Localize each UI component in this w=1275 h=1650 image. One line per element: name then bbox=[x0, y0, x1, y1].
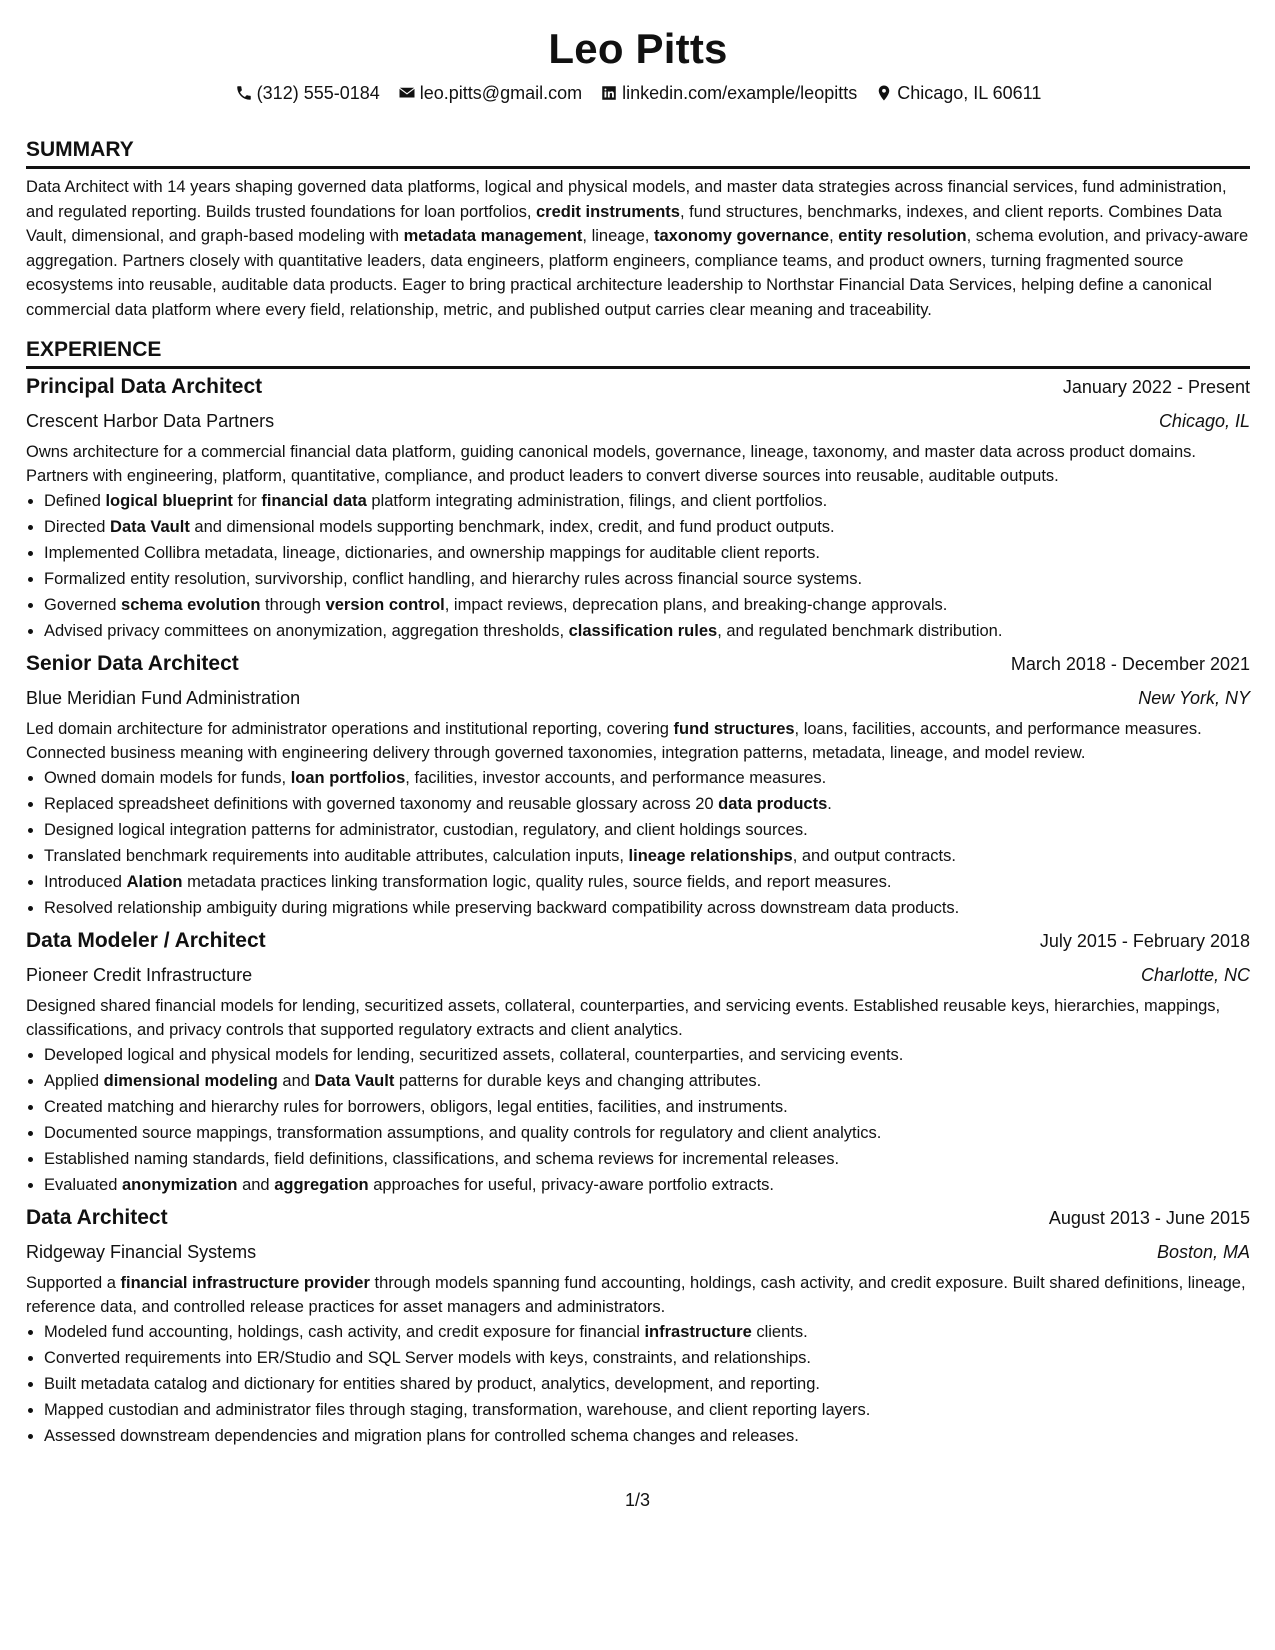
bold-text: Data Vault bbox=[110, 518, 190, 536]
achievement-item bbox=[44, 1042, 1250, 1068]
text-segment: Defined bbox=[44, 492, 106, 510]
text-segment: Created matching and hierarchy rules for borrowers, obligors, legal entities, facilities, and instruments. bbox=[44, 1098, 788, 1116]
text-segment: . bbox=[827, 795, 832, 813]
contact-bar bbox=[26, 80, 1250, 106]
text-segment: Resolved relationship ambiguity during migrations while preserving backward compatibility across downstream data products. bbox=[44, 899, 960, 917]
email-icon bbox=[398, 84, 416, 102]
text-segment: patterns for durable keys and changing attributes. bbox=[394, 1072, 762, 1090]
bold-text: schema evolution bbox=[121, 596, 261, 614]
bold-text: logical blueprint bbox=[105, 492, 233, 510]
summary-heading: SUMMARY bbox=[26, 136, 1250, 169]
achievement-item bbox=[44, 592, 1250, 618]
achievement-item bbox=[44, 1319, 1250, 1345]
location-text: Chicago, IL 60611 bbox=[897, 82, 1042, 103]
text-segment: Led domain architecture for administrator operations and institutional reporting, covering bbox=[26, 720, 674, 738]
achievement-item bbox=[44, 1094, 1250, 1120]
contact-email[interactable] bbox=[398, 83, 582, 104]
text-segment: Implemented Collibra metadata, lineage, dictionaries, and ownership mappings for auditable client reports. bbox=[44, 544, 820, 562]
bold-text: version control bbox=[325, 596, 445, 614]
achievement-item bbox=[44, 488, 1250, 514]
contact-linkedin[interactable] bbox=[600, 83, 857, 104]
text-segment: Designed shared financial models for lending, securitized assets, collateral, counterparties, and servicing events. Established reusable keys, hierarchies, mappings, classifications, and privacy controls that supported regulatory extracts and client analytics. bbox=[26, 997, 1221, 1039]
text-segment: , facilities, investor accounts, and performance measures. bbox=[405, 769, 827, 787]
text-segment: Designed logical integration patterns for administrator, custodian, regulatory, and client holdings sources. bbox=[44, 821, 808, 839]
text-segment: Modeled fund accounting, holdings, cash activity, and credit exposure for financial bbox=[44, 1323, 645, 1341]
text-segment: , and regulated benchmark distribution. bbox=[717, 622, 1003, 640]
job-location: Boston, MA bbox=[1156, 1241, 1250, 1262]
text-segment: approaches for useful, privacy-aware portfolio extracts. bbox=[368, 1176, 774, 1194]
experience-list bbox=[26, 375, 1250, 1449]
text-segment: Applied bbox=[44, 1072, 104, 1090]
achievement-item bbox=[44, 765, 1250, 791]
text-segment: , loans, facilities, accounts, and performance measures. Connected business meaning with engineering delivery through governed taxonomies, integration patterns, metadata, lineage, and model review. bbox=[26, 720, 1202, 762]
achievement-item bbox=[44, 1397, 1250, 1423]
bold-text: financial infrastructure provider bbox=[120, 1274, 370, 1292]
job-location: Charlotte, NC bbox=[1140, 964, 1250, 985]
achievement-item bbox=[44, 1423, 1250, 1449]
job-location: New York, NY bbox=[1138, 687, 1250, 708]
text-segment: , impact reviews, deprecation plans, and breaking-change approvals. bbox=[444, 596, 948, 614]
job-subheader bbox=[26, 960, 1250, 990]
bold-text: dimensional modeling bbox=[103, 1072, 278, 1090]
achievement-item bbox=[44, 566, 1250, 592]
text-segment: , fund structures, benchmarks, indexes, and client reports. Combines Data Vault, dimensional, and graph-based modeling with bbox=[26, 202, 1222, 245]
job-header bbox=[26, 1206, 1250, 1237]
achievement-list bbox=[26, 1042, 1250, 1198]
job-entry bbox=[26, 1206, 1250, 1449]
job-subheader bbox=[26, 406, 1250, 436]
text-segment: clients. bbox=[751, 1323, 808, 1341]
job-title: Principal Data Architect bbox=[26, 375, 263, 398]
text-segment: and dimensional models supporting benchmark, index, credit, and fund product outputs. bbox=[189, 518, 835, 536]
summary-text bbox=[26, 175, 1250, 322]
achievement-list bbox=[26, 765, 1250, 921]
resume-page bbox=[26, 0, 1250, 1449]
text-segment: Owns architecture for a commercial financial data platform, guiding canonical models, governance, lineage, taxonomy, and master data across product domains. Partners with engineering, platform, quantitative, compliance, and product leaders to convert diverse sources into reusable, auditable outputs. bbox=[26, 443, 1196, 485]
text-segment: Supported a bbox=[26, 1274, 121, 1292]
text-segment: Documented source mappings, transformation assumptions, and quality controls for regulatory and client analytics. bbox=[44, 1124, 882, 1142]
bold-text: Alation bbox=[126, 873, 183, 891]
job-location: Chicago, IL bbox=[1158, 410, 1250, 431]
text-segment: Data Architect with 14 years shaping governed data platforms, logical and physical models, and master data strategies across financial services, fund administration, and regulated reporting. Builds trusted foundations for loan portfolios, bbox=[26, 178, 1227, 221]
bold-text: Data Vault bbox=[314, 1072, 395, 1090]
linkedin-text[interactable]: linkedin.com/example/leopitts bbox=[622, 82, 858, 103]
text-segment: Developed logical and physical models for lending, securitized assets, collateral, counterparties, and servicing events. bbox=[44, 1046, 904, 1064]
achievement-item bbox=[44, 1345, 1250, 1371]
job-dates: March 2018 - December 2021 bbox=[1010, 654, 1250, 674]
bold-text: financial data bbox=[261, 492, 367, 510]
text-segment: Governed bbox=[44, 596, 122, 614]
text-segment: Translated benchmark requirements into auditable attributes, calculation inputs, bbox=[44, 847, 629, 865]
job-subheader bbox=[26, 1237, 1250, 1267]
job-subheader bbox=[26, 683, 1250, 713]
email-text[interactable]: leo.pitts@gmail.com bbox=[419, 82, 583, 103]
achievement-item bbox=[44, 791, 1250, 817]
bold-text: fund structures bbox=[673, 720, 795, 738]
text-segment: Mapped custodian and administrator files through staging, transformation, warehouse, and client reporting layers. bbox=[44, 1401, 871, 1419]
job-entry bbox=[26, 652, 1250, 921]
bold-text: classification rules bbox=[568, 622, 718, 640]
bold-text: metadata management bbox=[403, 227, 583, 245]
achievement-item bbox=[44, 618, 1250, 644]
job-header bbox=[26, 929, 1250, 960]
achievement-item bbox=[44, 1068, 1250, 1094]
bold-text: infrastructure bbox=[644, 1323, 752, 1341]
text-segment: and bbox=[277, 1072, 315, 1090]
text-segment: Converted requirements into ER/Studio and SQL Server models with keys, constraints, and relationships. bbox=[44, 1349, 812, 1367]
linkedin-icon bbox=[600, 84, 618, 102]
achievement-item bbox=[44, 1146, 1250, 1172]
job-header bbox=[26, 652, 1250, 683]
job-entry bbox=[26, 375, 1250, 644]
company-name: Ridgeway Financial Systems bbox=[26, 1241, 257, 1262]
bold-text: loan portfolios bbox=[290, 769, 406, 787]
job-description bbox=[26, 717, 1250, 765]
bold-text: lineage relationships bbox=[628, 847, 793, 865]
text-segment: Formalized entity resolution, survivorship, conflict handling, and hierarchy rules across financial source systems. bbox=[44, 570, 863, 588]
achievement-item bbox=[44, 540, 1250, 566]
job-dates: July 2015 - February 2018 bbox=[1039, 931, 1250, 951]
text-segment: , and output contracts. bbox=[792, 847, 956, 865]
bold-text: taxonomy governance bbox=[653, 227, 830, 245]
phone-icon bbox=[235, 84, 253, 102]
achievement-item bbox=[44, 817, 1250, 843]
job-description bbox=[26, 1271, 1250, 1319]
bold-text: aggregation bbox=[274, 1176, 369, 1194]
achievement-list bbox=[26, 1319, 1250, 1449]
achievement-item bbox=[44, 1120, 1250, 1146]
job-title: Data Modeler / Architect bbox=[26, 929, 266, 952]
job-header bbox=[26, 375, 1250, 406]
achievement-item bbox=[44, 514, 1250, 540]
text-segment: platform integrating administration, filings, and client portfolios. bbox=[366, 492, 828, 510]
contact-phone bbox=[235, 83, 380, 104]
job-entry bbox=[26, 929, 1250, 1198]
company-name: Pioneer Credit Infrastructure bbox=[26, 964, 253, 985]
location-pin-icon bbox=[875, 84, 893, 102]
achievement-item bbox=[44, 1371, 1250, 1397]
text-segment: through bbox=[260, 596, 326, 614]
text-segment: , schema evolution, and privacy-aware aggregation. Partners closely with quantitative leaders, data engineers, platform engineers, compliance teams, and product owners, turning fragmented source ecosystems into reusable, auditable data products. Eager to bring practical architecture leadership to Northstar Financial Data Services, helping define a canonical commercial data platform where every field, relationship, metric, and published output carries clear meaning and traceability. bbox=[26, 227, 1249, 319]
job-title: Data Architect bbox=[26, 1206, 168, 1229]
bold-text: entity resolution bbox=[838, 227, 967, 245]
job-description bbox=[26, 440, 1250, 488]
job-title: Senior Data Architect bbox=[26, 652, 239, 675]
text-segment: for bbox=[232, 492, 262, 510]
text-segment: Built metadata catalog and dictionary for entities shared by product, analytics, development, and reporting. bbox=[44, 1375, 820, 1393]
bold-text: anonymization bbox=[121, 1176, 238, 1194]
achievement-item bbox=[44, 1172, 1250, 1198]
text-segment: Owned domain models for funds, bbox=[44, 769, 291, 787]
text-segment: , lineage, bbox=[582, 227, 654, 245]
text-segment: and bbox=[237, 1176, 275, 1194]
text-segment: Advised privacy committees on anonymization, aggregation thresholds, bbox=[44, 622, 569, 640]
bold-text: data products bbox=[718, 795, 828, 813]
contact-location bbox=[875, 83, 1041, 104]
bold-text: credit instruments bbox=[536, 202, 680, 221]
text-segment: metadata practices linking transformation logic, quality rules, source fields, and report measures. bbox=[182, 873, 892, 891]
candidate-name: Leo Pitts bbox=[548, 25, 728, 72]
company-name: Blue Meridian Fund Administration bbox=[26, 687, 301, 708]
job-dates: January 2022 - Present bbox=[1062, 377, 1250, 397]
page-number: 1/3 bbox=[624, 1490, 651, 1510]
job-description bbox=[26, 994, 1250, 1042]
achievement-list bbox=[26, 488, 1250, 644]
achievement-item bbox=[44, 843, 1250, 869]
text-segment: Established naming standards, field definitions, classifications, and schema reviews for incremental releases. bbox=[44, 1150, 840, 1168]
text-segment: through models spanning fund accounting, holdings, cash activity, and credit exposure. Built shared definitions, lineage, reference data, and controlled release practices for asset managers and administrators. bbox=[26, 1274, 1246, 1316]
text-segment: Replaced spreadsheet definitions with governed taxonomy and reusable glossary across 20 bbox=[44, 795, 719, 813]
text-segment: Assessed downstream dependencies and migration plans for controlled schema changes and releases. bbox=[44, 1427, 799, 1445]
achievement-item bbox=[44, 869, 1250, 895]
text-segment: Introduced bbox=[44, 873, 127, 891]
experience-heading: EXPERIENCE bbox=[26, 336, 1250, 369]
text-segment: Directed bbox=[44, 518, 111, 536]
phone-text: (312) 555-0184 bbox=[256, 82, 380, 103]
text-segment: , bbox=[829, 227, 839, 245]
achievement-item bbox=[44, 895, 1250, 921]
text-segment: Evaluated bbox=[44, 1176, 122, 1194]
job-dates: August 2013 - June 2015 bbox=[1048, 1208, 1250, 1228]
company-name: Crescent Harbor Data Partners bbox=[26, 410, 275, 431]
